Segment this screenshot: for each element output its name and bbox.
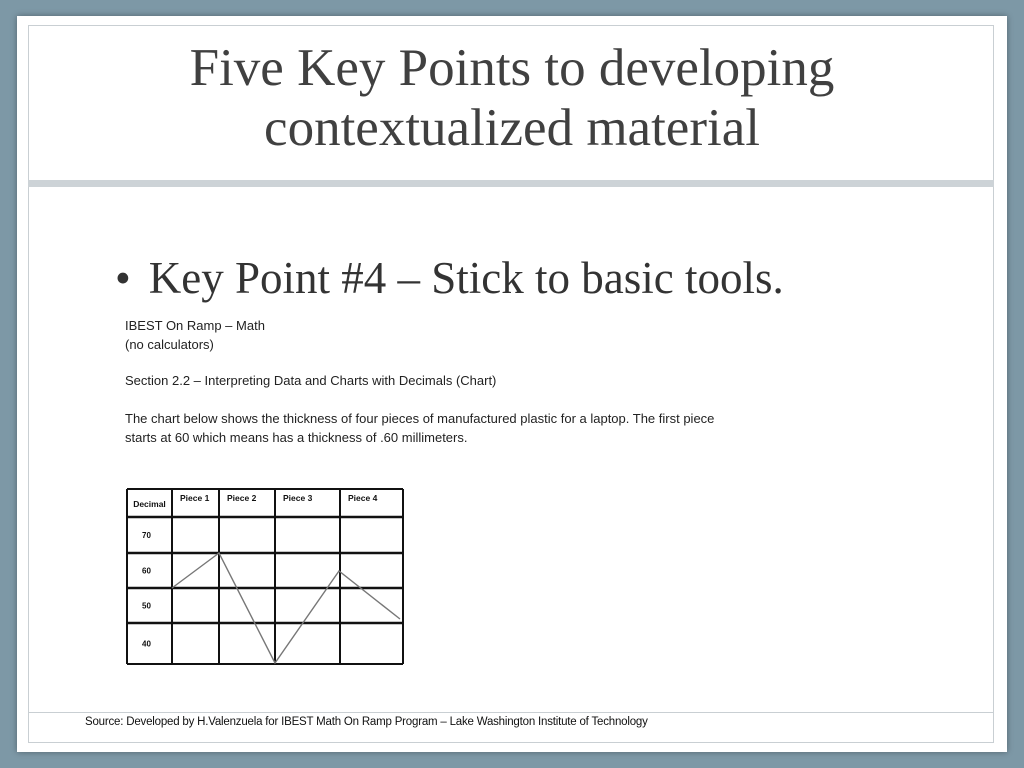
chart-column-label: Piece 3 — [283, 493, 313, 503]
chart-row-label: 70 — [142, 531, 151, 540]
worksheet-excerpt — [125, 316, 714, 447]
chart-column-label: Piece 2 — [227, 493, 257, 503]
slide — [17, 16, 1007, 752]
chart-row-label: 40 — [142, 639, 151, 649]
worksheet-course: IBEST On Ramp – Math — [125, 318, 265, 333]
footer-divider — [28, 712, 994, 713]
title-divider — [28, 180, 994, 187]
chart-row-label: 60 — [142, 566, 151, 576]
title-line-1: Five Key Points to developing — [189, 39, 835, 97]
key-point-bullet — [115, 252, 784, 304]
chart-column-label: Piece 1 — [180, 493, 210, 503]
thickness-chart-svg — [125, 487, 407, 669]
thickness-series-line — [172, 553, 400, 663]
thickness-chart — [125, 487, 407, 669]
chart-corner-header: Decimal — [133, 499, 166, 509]
worksheet-description-1: The chart below shows the thickness of four pieces of manufactured plastic for a laptop. The first piece — [125, 411, 715, 426]
chart-column-label: Piece 4 — [348, 493, 378, 503]
worksheet-description-2: starts at 60 which means has a thickness of .60 millimeters. — [125, 430, 468, 445]
source-credit: Source: Developed by H.Valenzuela for IBEST Math On Ramp Program – Lake Washington Institute of Technology — [85, 716, 648, 728]
worksheet-note: (no calculators) — [125, 337, 214, 352]
worksheet-section: Section 2.2 – Interpreting Data and Charts with Decimals (Chart) — [125, 373, 497, 388]
key-point-text: Key Point #4 – Stick to basic tools. — [148, 253, 784, 303]
slide-title — [17, 38, 1007, 158]
title-line-2: contextualized material — [264, 99, 760, 157]
chart-row-label: 50 — [142, 601, 151, 611]
bullet-glyph: • — [115, 253, 131, 303]
